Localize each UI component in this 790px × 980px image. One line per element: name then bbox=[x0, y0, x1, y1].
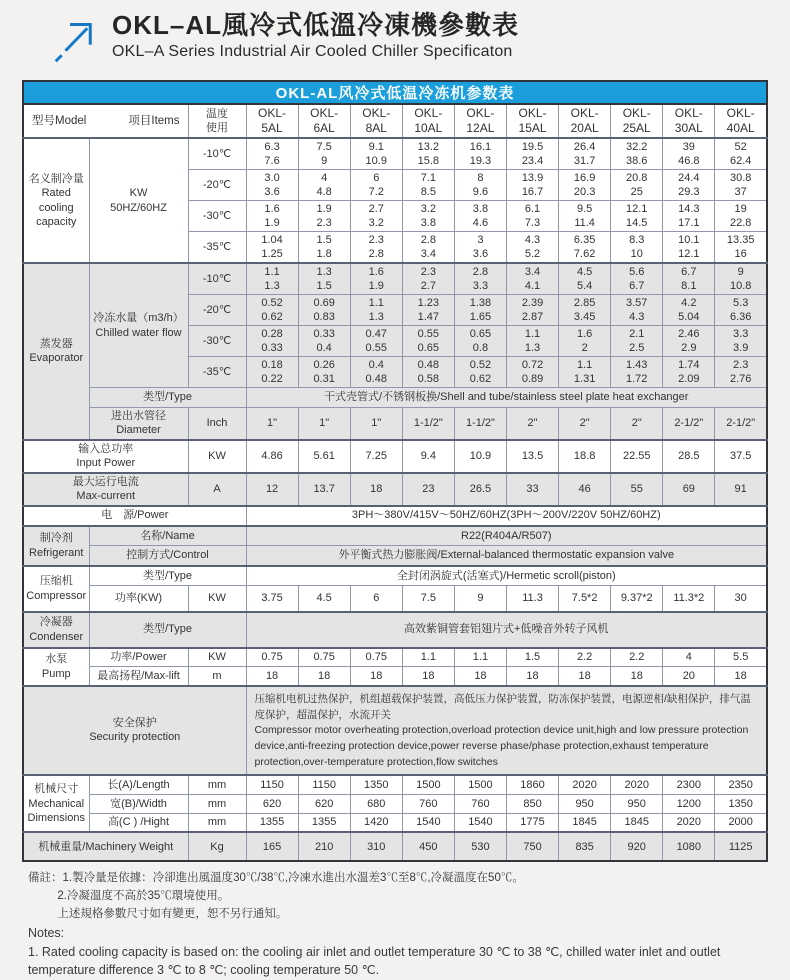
max-current-value: 13.7 bbox=[298, 473, 350, 506]
water-flow-value: 0.69 0.83 bbox=[298, 295, 350, 326]
water-flow-value: 1.1 1.3 bbox=[246, 263, 298, 295]
cooling-capacity-value: 1.04 1.25 bbox=[246, 232, 298, 264]
cooling-capacity-value: 9.1 10.9 bbox=[350, 138, 402, 170]
temp-label: -35℃ bbox=[188, 232, 246, 264]
dimension-value: 2020 bbox=[559, 775, 611, 794]
spec-table bbox=[22, 103, 768, 862]
cooling-capacity-value: 20.8 25 bbox=[611, 170, 663, 201]
dimensions-group-label: 机械尺寸 Mechanical Dimensions bbox=[23, 775, 89, 832]
compressor-power-value: 11.3 bbox=[506, 586, 558, 612]
max-current-value: 12 bbox=[246, 473, 298, 506]
weight-value: 310 bbox=[350, 832, 402, 861]
cooling-capacity-value: 3 3.6 bbox=[454, 232, 506, 264]
refrigerant-control-value: 外平衡式热力膨胀阀/External-balanced thermostatic expansion valve bbox=[246, 546, 767, 566]
cooling-capacity-value: 39 46.8 bbox=[663, 138, 715, 170]
weight-value: 530 bbox=[454, 832, 506, 861]
pump-lift-value: 18 bbox=[298, 667, 350, 686]
water-flow-value: 1.23 1.47 bbox=[402, 295, 454, 326]
dimension-value: 620 bbox=[246, 794, 298, 813]
security-text-cn: 压缩机电机过热保护，机组超载保护装置，高低压力保护装置，防冻保护装置，电源逆相/缺相保护，排气温度保护，超温保护，水流开关 bbox=[254, 692, 751, 721]
diameter-label: 进出水管径 Diameter bbox=[89, 408, 188, 440]
water-flow-value: 0.52 0.62 bbox=[454, 357, 506, 388]
cooling-capacity-value: 2.8 3.4 bbox=[402, 232, 454, 264]
model-label: 型号Model bbox=[32, 114, 87, 127]
temp-label: -35℃ bbox=[188, 357, 246, 388]
diameter-value: 2" bbox=[506, 408, 558, 440]
water-flow-value: 2.1 2.5 bbox=[611, 326, 663, 357]
diameter-value: 2" bbox=[611, 408, 663, 440]
dimension-label: 高(C ) /Hight bbox=[89, 813, 188, 832]
input-power-value: 18.8 bbox=[559, 440, 611, 473]
water-flow-value: 1.74 2.09 bbox=[663, 357, 715, 388]
compressor-power-value: 6 bbox=[350, 586, 402, 612]
page-title: OKL–AL風冷式低溫冷凍機參數表 bbox=[112, 10, 520, 40]
max-current-unit: A bbox=[188, 473, 246, 506]
dimension-value: 760 bbox=[402, 794, 454, 813]
condenser-type-value: 高效紫铜管套铝翅片式+低噪音外转子风机 bbox=[246, 612, 767, 648]
water-flow-value: 3.4 4.1 bbox=[506, 263, 558, 295]
max-current-label: 最大运行电流 Max-current bbox=[23, 473, 188, 506]
compressor-group-label: 压缩机 Compressor bbox=[23, 566, 89, 612]
notes-block bbox=[28, 870, 766, 980]
note-line: 2.冷凝溫度不高於35℃環境使用。 bbox=[28, 890, 230, 903]
model-header: OKL- 8AL bbox=[350, 104, 402, 138]
dimension-value: 2020 bbox=[611, 775, 663, 794]
cooling-capacity-value: 7.5 9 bbox=[298, 138, 350, 170]
temp-label: -30℃ bbox=[188, 201, 246, 232]
diameter-value: 1" bbox=[246, 408, 298, 440]
cooling-capacity-value: 13.2 15.8 bbox=[402, 138, 454, 170]
dimension-value: 950 bbox=[559, 794, 611, 813]
pump-power-value: 4 bbox=[663, 648, 715, 667]
dimension-value: 1775 bbox=[506, 813, 558, 832]
pump-power-value: 0.75 bbox=[350, 648, 402, 667]
water-flow-value: 5.6 6.7 bbox=[611, 263, 663, 295]
pump-power-value: 1.5 bbox=[506, 648, 558, 667]
cooling-capacity-value: 4.3 5.2 bbox=[506, 232, 558, 264]
water-flow-value: 2.85 3.45 bbox=[559, 295, 611, 326]
input-power-value: 9.4 bbox=[402, 440, 454, 473]
weight-value: 450 bbox=[402, 832, 454, 861]
dimension-value: 2000 bbox=[715, 813, 767, 832]
dimension-value: 620 bbox=[298, 794, 350, 813]
pump-lift-label: 最高扬程/Max-lift bbox=[89, 667, 188, 686]
cooling-capacity-value: 13.35 16 bbox=[715, 232, 767, 264]
pump-power-value: 2.2 bbox=[611, 648, 663, 667]
evaporator-type-value: 干式壳管式/不锈钢板换/Shell and tube/stainless steel plate heat exchanger bbox=[246, 388, 767, 408]
dimension-value: 1355 bbox=[246, 813, 298, 832]
pump-lift-value: 18 bbox=[559, 667, 611, 686]
water-flow-value: 0.18 0.22 bbox=[246, 357, 298, 388]
cooling-capacity-value: 9.5 11.4 bbox=[559, 201, 611, 232]
pump-power-value: 1.1 bbox=[402, 648, 454, 667]
note-line: 1. Rated cooling capacity is based on: the cooling air inlet and outlet temperature 30 ℃ to 38 ℃, chilled water inlet and outlet temperature difference 3 ℃ to 8 ℃; cooling temperature 50 ℃. bbox=[28, 944, 724, 978]
power-supply-value: 3PH～380V/415V～50HZ/60HZ(3PH～200V/220V 50HZ/60HZ) bbox=[246, 506, 767, 526]
diameter-value: 1" bbox=[350, 408, 402, 440]
pump-lift-value: 18 bbox=[350, 667, 402, 686]
dimension-value: 1860 bbox=[506, 775, 558, 794]
refrigerant-name-label: 名称/Name bbox=[89, 526, 246, 546]
pump-group-label: 水泵 Pump bbox=[23, 648, 89, 686]
refrigerant-group-label: 制冷剂 Refrigerant bbox=[23, 526, 89, 566]
water-flow-value: 1.43 1.72 bbox=[611, 357, 663, 388]
dimension-value: 1500 bbox=[402, 775, 454, 794]
water-flow-value: 1.38 1.65 bbox=[454, 295, 506, 326]
diameter-value: 2-1/2" bbox=[663, 408, 715, 440]
water-flow-value: 0.52 0.62 bbox=[246, 295, 298, 326]
water-flow-value: 1.1 1.3 bbox=[506, 326, 558, 357]
cooling-capacity-value: 19 22.8 bbox=[715, 201, 767, 232]
security-protection-label: 安全保护 Security protection bbox=[23, 686, 246, 776]
dimension-value: 1355 bbox=[298, 813, 350, 832]
cooling-capacity-value: 52 62.4 bbox=[715, 138, 767, 170]
cooling-capacity-value: 19.5 23.4 bbox=[506, 138, 558, 170]
water-flow-value: 3.3 3.9 bbox=[715, 326, 767, 357]
water-flow-value: 2.8 3.3 bbox=[454, 263, 506, 295]
diameter-value: 1" bbox=[298, 408, 350, 440]
input-power-value: 5.61 bbox=[298, 440, 350, 473]
dimension-value: 1150 bbox=[298, 775, 350, 794]
cooling-capacity-value: 26.4 31.7 bbox=[559, 138, 611, 170]
model-header: OKL- 40AL bbox=[715, 104, 767, 138]
diameter-value: 1-1/2" bbox=[454, 408, 506, 440]
dimension-unit: mm bbox=[188, 794, 246, 813]
pump-lift-value: 18 bbox=[454, 667, 506, 686]
water-flow-value: 1.1 1.3 bbox=[350, 295, 402, 326]
items-label: 项目Items bbox=[128, 114, 180, 127]
evaporator-group-label: 蒸发器 Evaporator bbox=[23, 263, 89, 440]
pump-lift-value: 18 bbox=[715, 667, 767, 686]
dimension-value: 1420 bbox=[350, 813, 402, 832]
water-flow-value: 6.7 8.1 bbox=[663, 263, 715, 295]
dimension-value: 1540 bbox=[454, 813, 506, 832]
cooling-capacity-value: 6.35 7.62 bbox=[559, 232, 611, 264]
diameter-value: 2" bbox=[559, 408, 611, 440]
weight-value: 920 bbox=[611, 832, 663, 861]
max-current-value: 26.5 bbox=[454, 473, 506, 506]
water-flow-value: 1.3 1.5 bbox=[298, 263, 350, 295]
corner-header bbox=[23, 104, 188, 138]
weight-value: 210 bbox=[298, 832, 350, 861]
model-header: OKL- 12AL bbox=[454, 104, 506, 138]
weight-value: 750 bbox=[506, 832, 558, 861]
cooling-capacity-value: 8 9.6 bbox=[454, 170, 506, 201]
weight-unit: Kg bbox=[188, 832, 246, 861]
water-flow-value: 4.5 5.4 bbox=[559, 263, 611, 295]
dimension-value: 2300 bbox=[663, 775, 715, 794]
pump-power-value: 0.75 bbox=[298, 648, 350, 667]
cooling-capacity-value: 3.0 3.6 bbox=[246, 170, 298, 201]
cooling-capacity-value: 14.3 17.1 bbox=[663, 201, 715, 232]
compressor-power-value: 11.3*2 bbox=[663, 586, 715, 612]
dimension-value: 1845 bbox=[611, 813, 663, 832]
pump-lift-value: 20 bbox=[663, 667, 715, 686]
pump-power-value: 1.1 bbox=[454, 648, 506, 667]
cooling-capacity-value: 6 7.2 bbox=[350, 170, 402, 201]
note-line: Notes: bbox=[28, 925, 65, 940]
chilled-water-flow-label: 冷冻水量（m3/h） Chilled water flow bbox=[89, 263, 188, 388]
temp-label: -30℃ bbox=[188, 326, 246, 357]
condenser-group-label: 冷凝器 Condenser bbox=[23, 612, 89, 648]
diameter-value: 2-1/2" bbox=[715, 408, 767, 440]
pump-lift-value: 18 bbox=[246, 667, 298, 686]
max-current-value: 55 bbox=[611, 473, 663, 506]
cooling-group-label: 名义制冷量 Rated cooling capacity bbox=[23, 138, 89, 263]
power-supply-label: 电 源/Power bbox=[23, 506, 246, 526]
pump-power-unit: KW bbox=[188, 648, 246, 667]
water-flow-value: 0.47 0.55 bbox=[350, 326, 402, 357]
temp-label: -20℃ bbox=[188, 170, 246, 201]
cooling-capacity-value: 6.1 7.3 bbox=[506, 201, 558, 232]
model-header: OKL- 6AL bbox=[298, 104, 350, 138]
refrigerant-control-label: 控制方式/Control bbox=[89, 546, 246, 566]
model-header: OKL- 15AL bbox=[506, 104, 558, 138]
water-flow-value: 2.46 2.9 bbox=[663, 326, 715, 357]
cooling-capacity-value: 3.8 4.6 bbox=[454, 201, 506, 232]
cooling-capacity-value: 2.7 3.2 bbox=[350, 201, 402, 232]
water-flow-value: 2.3 2.7 bbox=[402, 263, 454, 295]
dimension-value: 850 bbox=[506, 794, 558, 813]
max-current-value: 46 bbox=[559, 473, 611, 506]
model-header: OKL- 20AL bbox=[559, 104, 611, 138]
input-power-value: 7.25 bbox=[350, 440, 402, 473]
dimension-value: 2020 bbox=[663, 813, 715, 832]
dimension-unit: mm bbox=[188, 813, 246, 832]
weight-value: 835 bbox=[559, 832, 611, 861]
water-flow-value: 0.65 0.8 bbox=[454, 326, 506, 357]
dimension-value: 680 bbox=[350, 794, 402, 813]
temp-use-header: 温度 使用 bbox=[188, 104, 246, 138]
page-subtitle: OKL–A Series Industrial Air Cooled Chiller Specificaton bbox=[112, 42, 513, 60]
max-current-value: 69 bbox=[663, 473, 715, 506]
compressor-type-label: 类型/Type bbox=[89, 566, 246, 586]
water-flow-value: 1.6 1.9 bbox=[350, 263, 402, 295]
compressor-power-value: 30 bbox=[715, 586, 767, 612]
dimension-value: 1350 bbox=[715, 794, 767, 813]
condenser-type-label: 类型/Type bbox=[89, 612, 246, 648]
water-flow-value: 9 10.8 bbox=[715, 263, 767, 295]
spec-table-section bbox=[22, 80, 768, 862]
security-protection-text bbox=[246, 686, 767, 776]
max-current-value: 23 bbox=[402, 473, 454, 506]
cooling-capacity-value: 7.1 8.5 bbox=[402, 170, 454, 201]
pump-power-value: 2.2 bbox=[559, 648, 611, 667]
temp-label: -10℃ bbox=[188, 263, 246, 295]
dimension-value: 1845 bbox=[559, 813, 611, 832]
cooling-capacity-value: 30.8 37 bbox=[715, 170, 767, 201]
evaporator-type-label: 类型/Type bbox=[89, 388, 246, 408]
pump-power-value: 5.5 bbox=[715, 648, 767, 667]
input-power-value: 37.5 bbox=[715, 440, 767, 473]
cooling-capacity-value: 4 4.8 bbox=[298, 170, 350, 201]
water-flow-value: 4.2 5.04 bbox=[663, 295, 715, 326]
weight-label: 机械重量/Machinery Weight bbox=[23, 832, 188, 861]
cooling-capacity-value: 3.2 3.8 bbox=[402, 201, 454, 232]
input-power-value: 4.86 bbox=[246, 440, 298, 473]
cooling-capacity-value: 32.2 38.6 bbox=[611, 138, 663, 170]
compressor-power-value: 7.5 bbox=[402, 586, 454, 612]
security-text-en: Compressor motor overheating protection,overload protection device unit,high and low pressure protection device,anti-freezing protection device,power reverse phase/phase protection,exhaust temperature protection,over-temperature protection,flow switches bbox=[254, 724, 749, 768]
diameter-value: 1-1/2" bbox=[402, 408, 454, 440]
model-header: OKL- 5AL bbox=[246, 104, 298, 138]
temp-label: -10℃ bbox=[188, 138, 246, 170]
cooling-capacity-value: 16.1 19.3 bbox=[454, 138, 506, 170]
note-line: 上述規格參數尺寸如有變更，恕不另行通知。 bbox=[28, 908, 288, 920]
temp-label: -20℃ bbox=[188, 295, 246, 326]
cooling-capacity-value: 16.9 20.3 bbox=[559, 170, 611, 201]
input-power-value: 22.55 bbox=[611, 440, 663, 473]
compressor-power-label: 功率(KW) bbox=[89, 586, 188, 612]
dimension-value: 1350 bbox=[350, 775, 402, 794]
title-block bbox=[112, 11, 519, 61]
water-flow-value: 0.55 0.65 bbox=[402, 326, 454, 357]
cooling-capacity-value: 1.5 1.8 bbox=[298, 232, 350, 264]
dimension-value: 2350 bbox=[715, 775, 767, 794]
input-power-value: 28.5 bbox=[663, 440, 715, 473]
compressor-power-value: 4.5 bbox=[298, 586, 350, 612]
input-power-label: 输入总功率 Input Power bbox=[23, 440, 188, 473]
water-flow-value: 1.1 1.31 bbox=[559, 357, 611, 388]
max-current-value: 33 bbox=[506, 473, 558, 506]
input-power-value: 13.5 bbox=[506, 440, 558, 473]
table-banner: OKL-AL风冷式低温冷冻机参数表 bbox=[22, 80, 768, 103]
doc-header bbox=[0, 0, 790, 80]
max-current-value: 91 bbox=[715, 473, 767, 506]
refrigerant-name-value: R22(R404A/R507) bbox=[246, 526, 767, 546]
weight-value: 1080 bbox=[663, 832, 715, 861]
dimension-value: 950 bbox=[611, 794, 663, 813]
cooling-capacity-value: 2.3 2.8 bbox=[350, 232, 402, 264]
pump-lift-value: 18 bbox=[611, 667, 663, 686]
pump-lift-value: 18 bbox=[402, 667, 454, 686]
dimension-label: 长(A)/Length bbox=[89, 775, 188, 794]
water-flow-value: 0.33 0.4 bbox=[298, 326, 350, 357]
water-flow-value: 2.3 2.76 bbox=[715, 357, 767, 388]
compressor-power-value: 9 bbox=[454, 586, 506, 612]
compressor-power-unit: KW bbox=[188, 586, 246, 612]
cooling-capacity-value: 13.9 16.7 bbox=[506, 170, 558, 201]
water-flow-value: 0.26 0.31 bbox=[298, 357, 350, 388]
pump-power-label: 功率/Power bbox=[89, 648, 188, 667]
water-flow-value: 2.39 2.87 bbox=[506, 295, 558, 326]
cooling-capacity-value: 1.9 2.3 bbox=[298, 201, 350, 232]
dimension-value: 1500 bbox=[454, 775, 506, 794]
water-flow-value: 5.3 6.36 bbox=[715, 295, 767, 326]
water-flow-value: 3.57 4.3 bbox=[611, 295, 663, 326]
cooling-unit-label: KW 50HZ/60HZ bbox=[89, 138, 188, 263]
compressor-power-value: 3.75 bbox=[246, 586, 298, 612]
input-power-value: 10.9 bbox=[454, 440, 506, 473]
pump-power-value: 0.75 bbox=[246, 648, 298, 667]
compressor-power-value: 7.5*2 bbox=[559, 586, 611, 612]
input-power-unit: KW bbox=[188, 440, 246, 473]
compressor-type-value: 全封闭涡旋式(活塞式)/Hermetic scroll(piston) bbox=[246, 566, 767, 586]
compressor-power-value: 9.37*2 bbox=[611, 586, 663, 612]
water-flow-value: 0.48 0.58 bbox=[402, 357, 454, 388]
dimension-unit: mm bbox=[188, 775, 246, 794]
model-header: OKL- 10AL bbox=[402, 104, 454, 138]
note-line: 備註：1.製冷量是依據：冷卻進出風溫度30℃/38℃,冷凍水進出水溫差3℃至8℃,冷凝溫度在50℃。 bbox=[28, 872, 524, 885]
dimension-value: 1540 bbox=[402, 813, 454, 832]
cooling-capacity-value: 10.1 12.1 bbox=[663, 232, 715, 264]
dimension-value: 760 bbox=[454, 794, 506, 813]
water-flow-value: 1.6 2 bbox=[559, 326, 611, 357]
dimension-value: 1150 bbox=[246, 775, 298, 794]
dimension-value: 1200 bbox=[663, 794, 715, 813]
weight-value: 165 bbox=[246, 832, 298, 861]
water-flow-value: 0.4 0.48 bbox=[350, 357, 402, 388]
cooling-capacity-value: 24.4 29.3 bbox=[663, 170, 715, 201]
model-header: OKL- 30AL bbox=[663, 104, 715, 138]
cooling-capacity-value: 8.3 10 bbox=[611, 232, 663, 264]
cooling-capacity-value: 12.1 14.5 bbox=[611, 201, 663, 232]
diameter-unit: Inch bbox=[188, 408, 246, 440]
weight-value: 1125 bbox=[715, 832, 767, 861]
water-flow-value: 0.28 0.33 bbox=[246, 326, 298, 357]
cooling-capacity-value: 1.6 1.9 bbox=[246, 201, 298, 232]
cooling-capacity-value: 6.3 7.6 bbox=[246, 138, 298, 170]
max-current-value: 18 bbox=[350, 473, 402, 506]
arrow-up-right-icon bbox=[52, 15, 100, 67]
model-header: OKL- 25AL bbox=[611, 104, 663, 138]
dimension-label: 宽(B)/Width bbox=[89, 794, 188, 813]
pump-lift-value: 18 bbox=[506, 667, 558, 686]
pump-lift-unit: m bbox=[188, 667, 246, 686]
water-flow-value: 0.72 0.89 bbox=[506, 357, 558, 388]
